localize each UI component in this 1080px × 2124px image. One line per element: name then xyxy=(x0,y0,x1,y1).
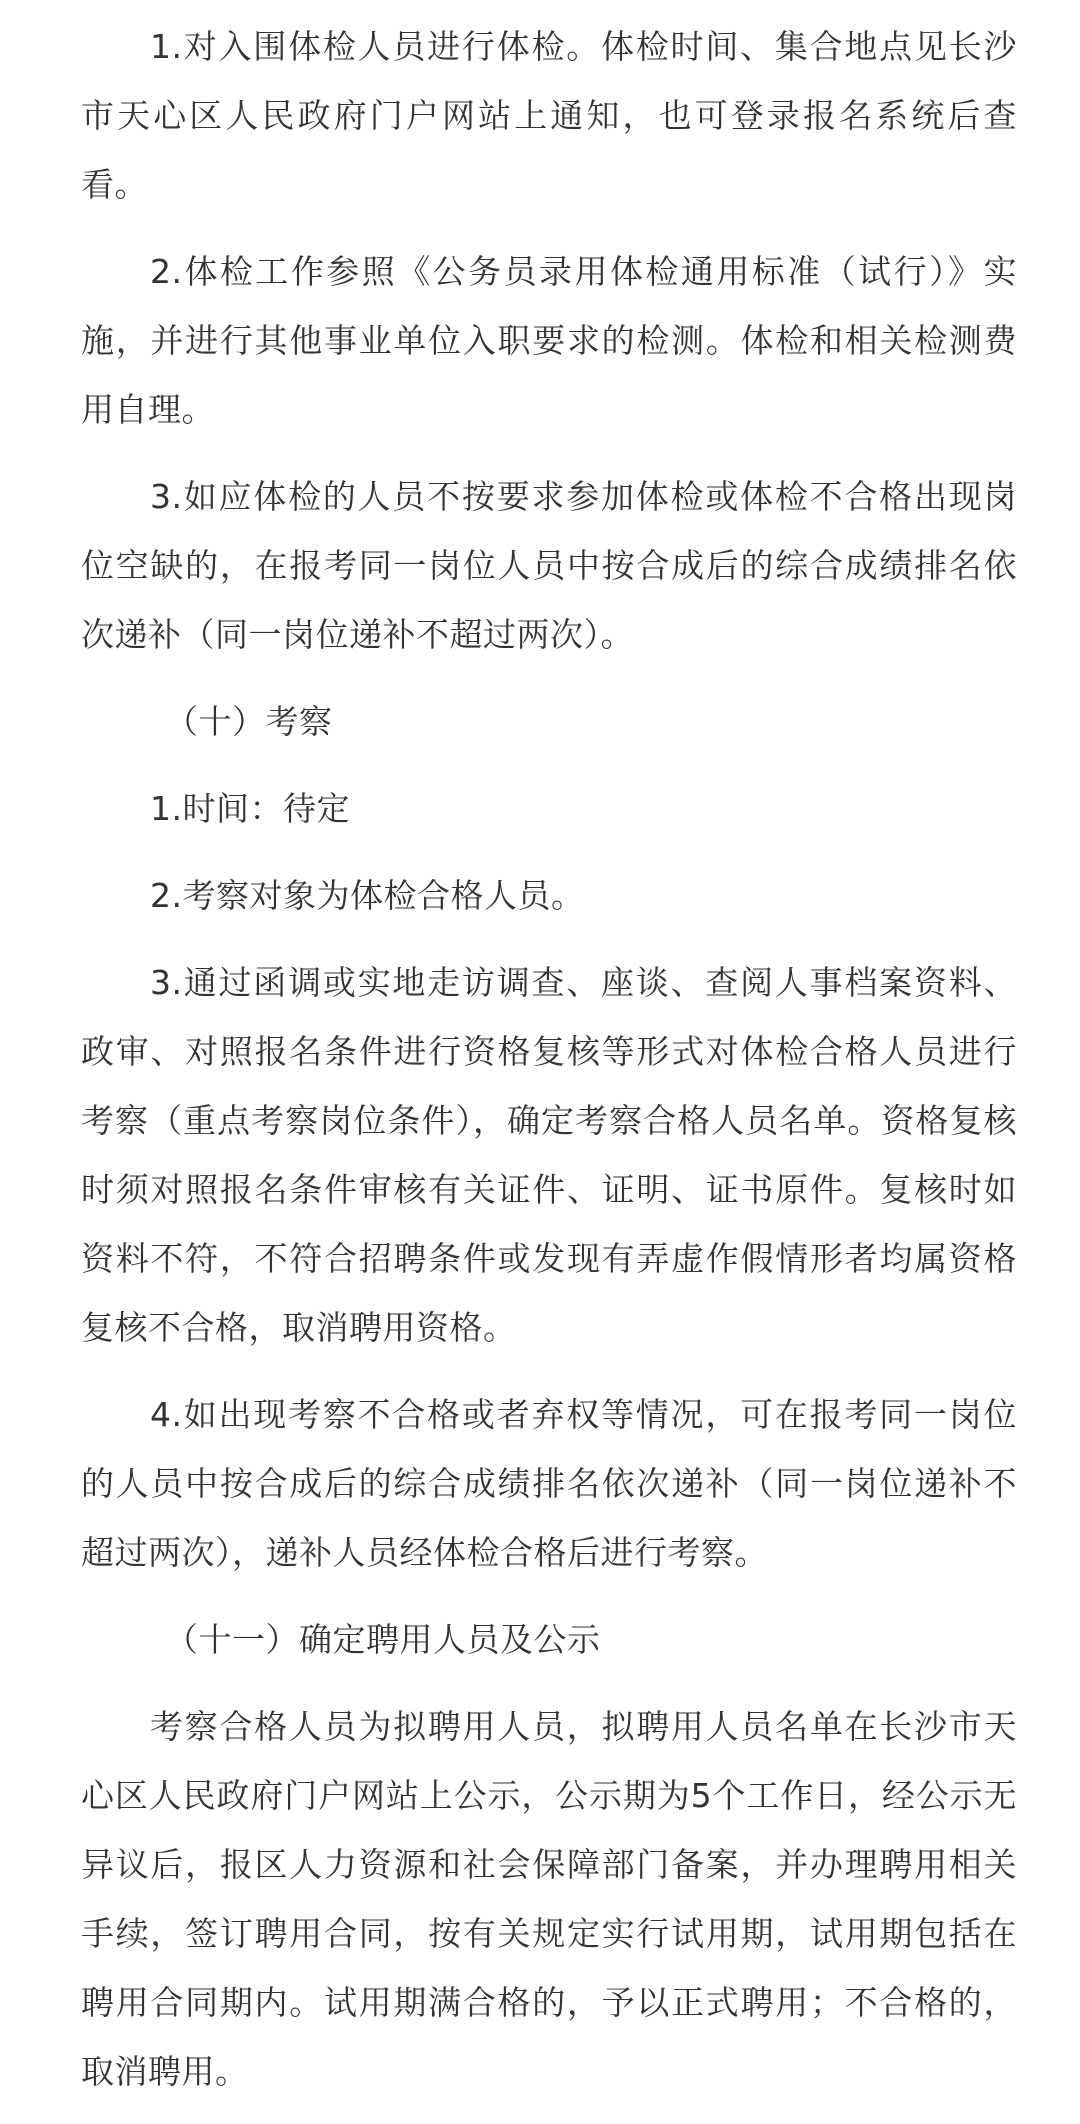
paragraph-inspection-3: 3.通过函调或实地走访调查、座谈、查阅人事档案资料、政审、对照报名条件进行资格复核等形式对体检合格人员进行考察（重点考察岗位条件），确定考察合格人员名单。资格复核时须对照报名条件审核有关证件、证明、证书原件。复核时如资料不符，不符合招聘条件或发现有弄虚作假情形者均属资格复核不合格，取消聘用资格。 xyxy=(81,963,1017,1347)
paragraph-hiring-publicity: 考察合格人员为拟聘用人员，拟聘用人员名单在长沙市天心区人民政府门户网站上公示，公示期为5个工作日，经公示无异议后，报区人力资源和社会保障部门备案，并办理聘用相关手续，签订聘用合同，按有关规定实行试用期，试用期包括在聘用合同期内。试用期满合格的，予以正式聘用；不合格的，取消聘用。 xyxy=(81,1707,1017,2091)
paragraph-physical-exam-3: 3.如应体检的人员不按要求参加体检或体检不合格出现岗位空缺的，在报考同一岗位人员中按合成后的综合成绩排名依次递补（同一岗位递补不超过两次）。 xyxy=(81,477,1017,654)
article-body xyxy=(81,12,1017,2124)
paragraph-physical-exam-2: 2.体检工作参照《公务员录用体检通用标准（试行）》实施，并进行其他事业单位入职要求的检测。体检和相关检测费用自理。 xyxy=(81,252,1017,429)
section-heading-inspection: （十）考察 xyxy=(165,702,333,741)
paragraph-physical-exam-1: 1.对入围体检人员进行体检。体检时间、集合地点见长沙市天心区人民政府门户网站上通知，也可登录报名系统后查看。 xyxy=(81,27,1017,204)
paragraph-inspection-1: 1.时间：待定 xyxy=(150,789,350,828)
paragraph-inspection-4: 4.如出现考察不合格或者弃权等情况，可在报考同一岗位的人员中按合成后的综合成绩排名依次递补（同一岗位递补不超过两次），递补人员经体检合格后进行考察。 xyxy=(81,1395,1017,1572)
section-heading-hiring-publicity: （十一）确定聘用人员及公示 xyxy=(165,1620,601,1659)
paragraph-inspection-2: 2.考察对象为体检合格人员。 xyxy=(150,876,585,915)
